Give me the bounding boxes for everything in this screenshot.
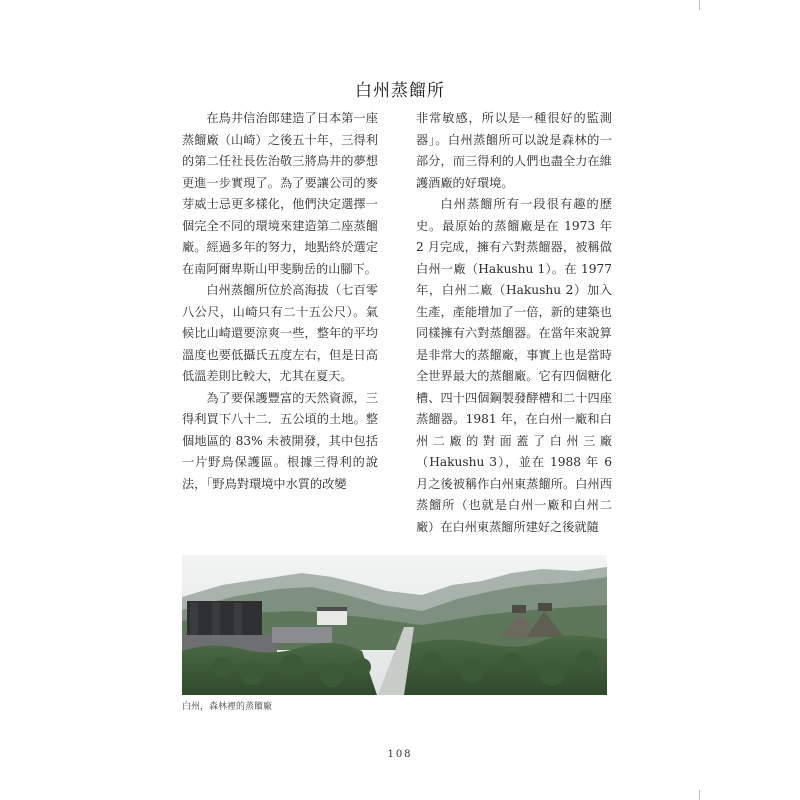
left-column	[182, 108, 378, 508]
building-detail	[234, 603, 242, 637]
crop-mark-bottom	[699, 790, 700, 800]
distillery-photo	[182, 555, 607, 695]
shed	[272, 627, 332, 643]
paragraph: 在鳥井信治郎建造了日本第一座蒸餾廠（山崎）之後五十年，三得利的第二任社長佐治敬三將鳥井的夢想更進一步實現了。為了要讓公司的麥芽威士忌更多樣化，他們決定選擇一個完全不同的環境來建造第二座蒸餾廠。經過多年的努力，地點終於選定在南阿爾卑斯山甲斐駒岳的山腳下。	[182, 111, 378, 276]
pagoda-top	[512, 605, 526, 613]
pagoda-top	[538, 603, 552, 611]
photo-caption: 白州，森林裡的蒸餾廠	[182, 702, 273, 712]
building-detail	[190, 603, 198, 637]
page-title: 白州蒸餾所	[355, 81, 445, 101]
crop-mark-top	[699, 0, 700, 10]
page-number: 108	[387, 749, 413, 760]
paragraph: 非常敏感，所以是一種很好的監測器」。白州蒸餾所可以說是森林的一部分，而三得利的人們也盡全力在維護酒廠的好環境。	[416, 111, 612, 190]
paragraph: 為了要保護豐富的天然資源，三得利買下八十二．五公頃的土地。整個地區的 83% 未被開發，其中包括一片野鳥保護區。根據三得利的說法，「野鳥對環境中水質的改變	[182, 390, 378, 491]
warehouse-building	[187, 601, 262, 639]
paragraph: 白州蒸餾所有一段很有趣的歷史。最原始的蒸餾廠是在 1973 年 2 月完成，擁有六對蒸餾器，被稱做白州一廠（Hakushu 1）。在 1977 年，白州二廠（Hakushu 2）加入生產，產能增加了一倍，新的建築也同樣擁有六對蒸餾器。在當年來說算是非常大的蒸餾廠，事實上也是當時全世界最大的蒸餾廠。它有四個糖化槽、四十四個鋼製發酵槽和二十四座蒸餾器。1981 年，在白州一廠和白州二廠的對面蓋了白州三廠（Hakushu 3），並在 1988 年 6 月之後被稱作白州東蒸餾所。白州西蒸餾所（也就是白州一廠和白州二廠）在白州東蒸餾所建好之後就隨	[416, 197, 612, 534]
right-column	[416, 108, 612, 534]
text-columns	[182, 108, 612, 534]
building-roof	[317, 607, 347, 611]
paragraph: 白州蒸餾所位於高海拔（七百零八公尺，山崎只有二十五公尺）。氣候比山崎還要涼爽一些，整年的平均溫度也要低攝氏五度左右，但是日高低溫差則比較大，尤其在夏天。	[182, 283, 378, 383]
building-detail	[212, 603, 220, 637]
